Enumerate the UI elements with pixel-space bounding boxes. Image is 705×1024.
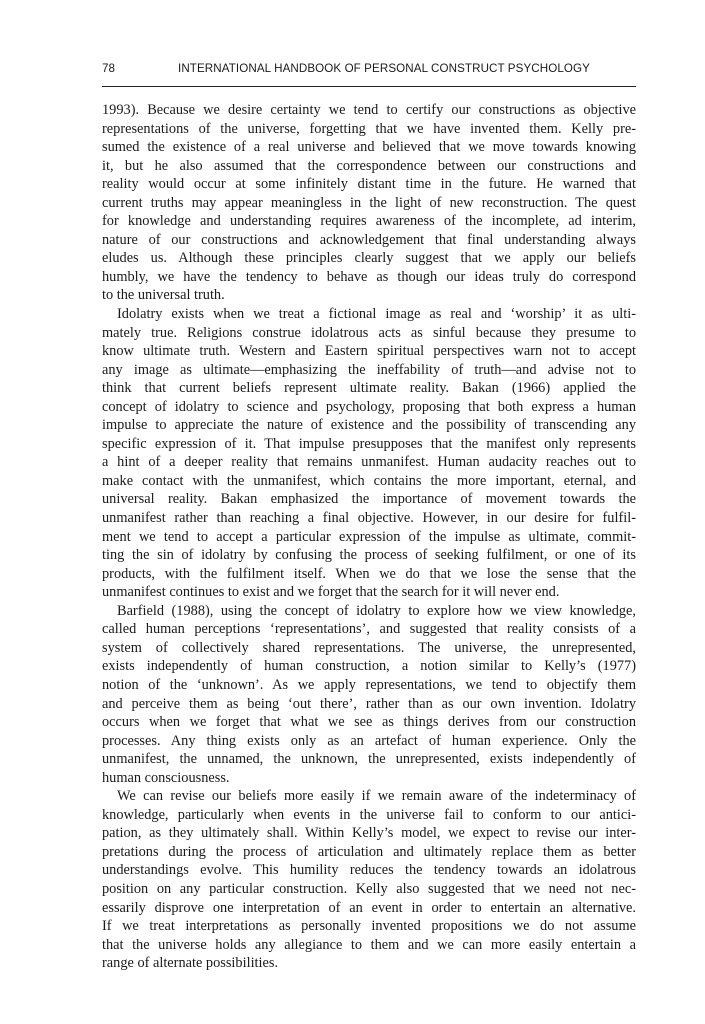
- text-line: essarily disprove one interpretation of an event in order to entertain an alternative.: [102, 899, 636, 916]
- text-line: products, with the fulfilment itself. When we do that we lose the sense that the: [102, 565, 636, 582]
- text-line: that the universe holds any allegiance to them and we can more easily entertain a: [102, 936, 636, 953]
- text-line: position on any particular construction. Kelly also suggested that we need not nec-: [102, 880, 636, 897]
- text-line: pretations during the process of articulation and ultimately replace them as better: [102, 843, 636, 860]
- paragraph: [102, 101, 636, 305]
- text-line: If we treat interpretations as personally invented propositions we do not assume: [102, 918, 636, 935]
- text-line: for knowledge and understanding requires awareness of the incomplete, ad interim,: [102, 213, 636, 230]
- text-line: unmanifest continues to exist and we forget that the search for it will never end.: [102, 584, 560, 601]
- header-rule: [102, 86, 636, 87]
- text-line: specific expression of it. That impulse presupposes that the manifest only represents: [102, 435, 636, 452]
- text-line: and perceive them as being ‘out there’, rather than as our own invention. Idolatry: [102, 695, 636, 712]
- text-line: human consciousness.: [102, 769, 230, 786]
- text-line: unmanifest, the unnamed, the unknown, the unrepresented, exists independently of: [102, 751, 636, 768]
- book-title: INTERNATIONAL HANDBOOK OF PERSONAL CONSTRUCT PSYCHOLOGY: [178, 62, 590, 75]
- text-line: Barfield (1988), using the concept of idolatry to explore how we view knowledge,: [117, 602, 636, 619]
- text-line: know ultimate truth. Western and Eastern spiritual perspectives warn not to accept: [102, 343, 636, 360]
- text-line: reality would occur at some infinitely distant time in the future. He warned that: [102, 176, 636, 193]
- text-line: humbly, we have the tendency to behave as though our ideas truly do correspond: [102, 268, 636, 285]
- book-page: [102, 62, 636, 973]
- text-line: unmanifest rather than reaching a final objective. However, in our desire for fulfil-: [102, 510, 636, 527]
- text-line: notion of the ‘unknown’. As we apply representations, we tend to objectify them: [102, 676, 636, 693]
- text-line: system of collectively shared representations. The universe, the unrepresented,: [102, 639, 636, 656]
- text-line: nature of our constructions and acknowledgement that final understanding always: [102, 231, 636, 248]
- text-line: concept of idolatry to science and psychology, proposing that both express a human: [102, 398, 636, 415]
- running-head: [102, 62, 636, 82]
- text-line: any image as ultimate—emphasizing the ineffability of truth—and advise not to: [102, 361, 636, 378]
- text-line: representations of the universe, forgetting that we have invented them. Kelly pre-: [102, 120, 636, 137]
- text-line: think that current beliefs represent ultimate reality. Bakan (1966) applied the: [102, 380, 636, 397]
- text-line: ment we tend to accept a particular expression of the impulse as ultimate, commit-: [102, 528, 636, 545]
- text-line: range of alternate possibilities.: [102, 955, 279, 972]
- text-line: universal reality. Bakan emphasized the importance of movement towards the: [102, 491, 636, 508]
- text-line: ting the sin of idolatry by confusing the process of seeking fulfilment, or one of its: [102, 547, 636, 564]
- text-line: make contact with the unmanifest, which contains the more important, eternal, and: [102, 472, 636, 489]
- text-line: occurs when we forget that what we see as things derives from our construction: [102, 714, 636, 731]
- paragraph: [102, 602, 636, 787]
- paragraph: [102, 787, 636, 972]
- text-line: We can revise our beliefs more easily if we remain aware of the indeterminacy of: [117, 788, 636, 805]
- text-line: current truths may appear meaningless in the light of new reconstruction. The quest: [102, 194, 636, 211]
- text-line: knowledge, particularly when events in the universe fail to conform to our antici-: [102, 806, 636, 823]
- text-line: eludes us. Although these principles clearly suggest that we apply our beliefs: [102, 250, 636, 267]
- text-line: mately true. Religions construe idolatrous acts as sinful because they presume to: [102, 324, 636, 341]
- page-number: 78: [102, 62, 116, 75]
- text-line: to the universal truth.: [102, 287, 225, 304]
- text-line: a hint of a deeper reality that remains unmanifest. Human audacity reaches out to: [102, 454, 636, 471]
- text-line: exists independently of human construction, a notion similar to Kelly’s (1977): [102, 658, 636, 675]
- text-line: impulse to appreciate the nature of existence and the possibility of transcending any: [102, 417, 636, 434]
- text-line: understandings evolve. This humility reduces the tendency towards an idolatrous: [102, 862, 636, 879]
- text-line: 1993). Because we desire certainty we tend to certify our constructions as objective: [102, 102, 636, 118]
- text-line: Idolatry exists when we treat a fictional image as real and ‘worship’ it as ulti-: [117, 306, 636, 323]
- text-line: pation, as they ultimately shall. Within Kelly’s model, we expect to revise our inter-: [102, 825, 636, 842]
- text-line: processes. Any thing exists only as an artefact of human experience. Only the: [102, 732, 636, 749]
- body-text: [102, 101, 636, 973]
- text-line: it, but he also assumed that the correspondence between our constructions and: [102, 157, 636, 174]
- text-line: sumed the existence of a real universe and believed that we move towards knowing: [102, 139, 636, 156]
- paragraph: [102, 305, 636, 602]
- text-line: called human perceptions ‘representations’, and suggested that reality consists of a: [102, 621, 636, 638]
